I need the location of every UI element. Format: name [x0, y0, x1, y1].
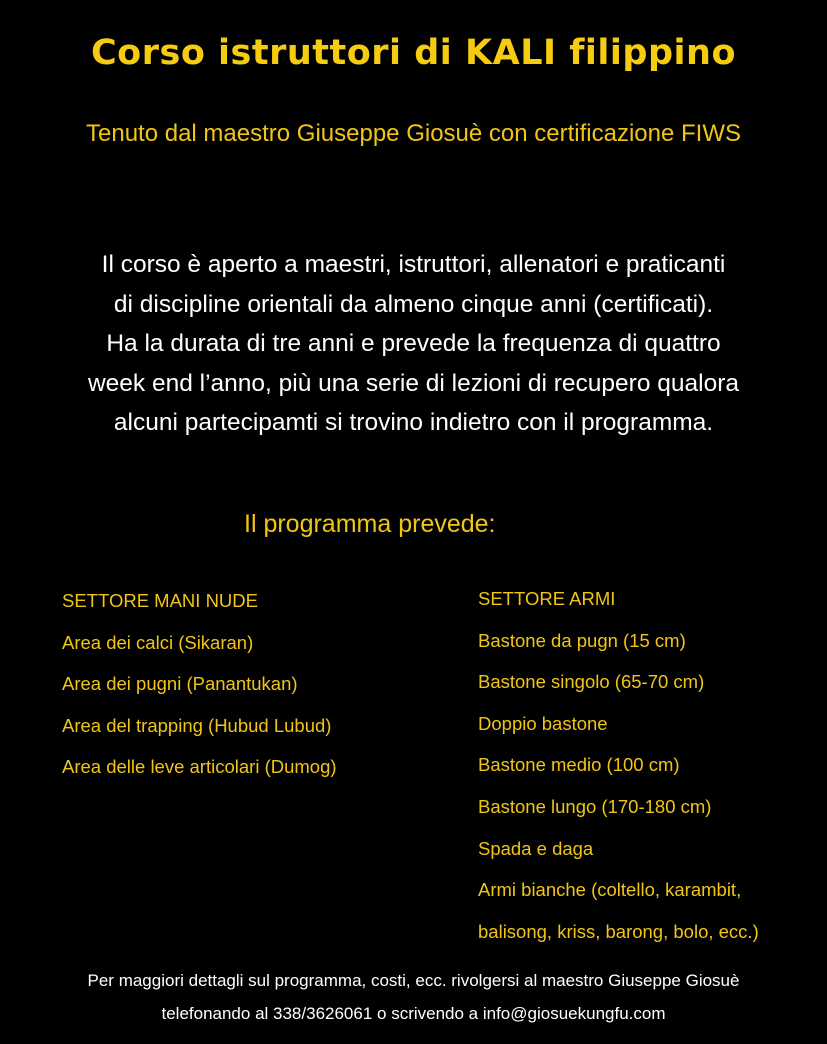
sector-header: SETTORE MANI NUDE	[62, 590, 258, 611]
list-item: Bastone medio (100 cm)	[478, 754, 680, 776]
sector-header: SETTORE ARMI	[478, 588, 616, 609]
list-item: Area del trapping (Hubud Lubud)	[62, 714, 332, 736]
intro-line: Il corso è aperto a maestri, istruttori, allenatori e praticanti	[101, 251, 726, 278]
intro-line: di discipline orientali da almeno cinque anni (certificati).	[113, 290, 714, 318]
list-item: Doppio bastone	[478, 712, 608, 734]
list-item: Armi bianche (coltello, karambit,	[478, 879, 742, 901]
list-item: Area dei calci (Sikaran)	[62, 631, 254, 653]
page-title: Corso istruttori di KALI filippino	[91, 33, 736, 73]
weapons-sector-list	[478, 587, 759, 961]
list-item: Bastone lungo (170-180 cm)	[478, 795, 712, 817]
list-item: Bastone singolo (65-70 cm)	[478, 671, 705, 693]
list-item: Spada e daga	[478, 837, 594, 859]
intro-line: Ha la durata di tre anni e prevede la frequenza di quattro	[106, 330, 721, 357]
intro-paragraph	[0, 245, 827, 443]
program-heading: Il programma prevede:	[244, 510, 496, 538]
intro-line: week end l’anno, più una serie di lezioni di recupero qualora	[87, 369, 740, 397]
footer-line: Per maggiori dettagli sul programma, costi, ecc. rivolgersi al maestro Giuseppe Giosuè	[87, 971, 740, 990]
list-item: Bastone da pugn (15 cm)	[478, 629, 686, 651]
list-item: balisong, kriss, barong, bolo, ecc.)	[478, 920, 759, 942]
unarmed-sector-list	[62, 589, 337, 797]
intro-line: alcuni partecipamti si trovino indietro con il programma.	[113, 409, 714, 436]
contact-footer	[0, 964, 827, 1030]
list-item: Area delle leve articolari (Dumog)	[62, 756, 337, 778]
list-item: Area dei pugni (Panantukan)	[62, 673, 298, 695]
footer-line: telefonando al 338/3626061 o scrivendo a info@giosuekungfu.com	[161, 1004, 666, 1023]
page-subtitle: Tenuto dal maestro Giuseppe Giosuè con certificazione FIWS	[86, 120, 741, 147]
